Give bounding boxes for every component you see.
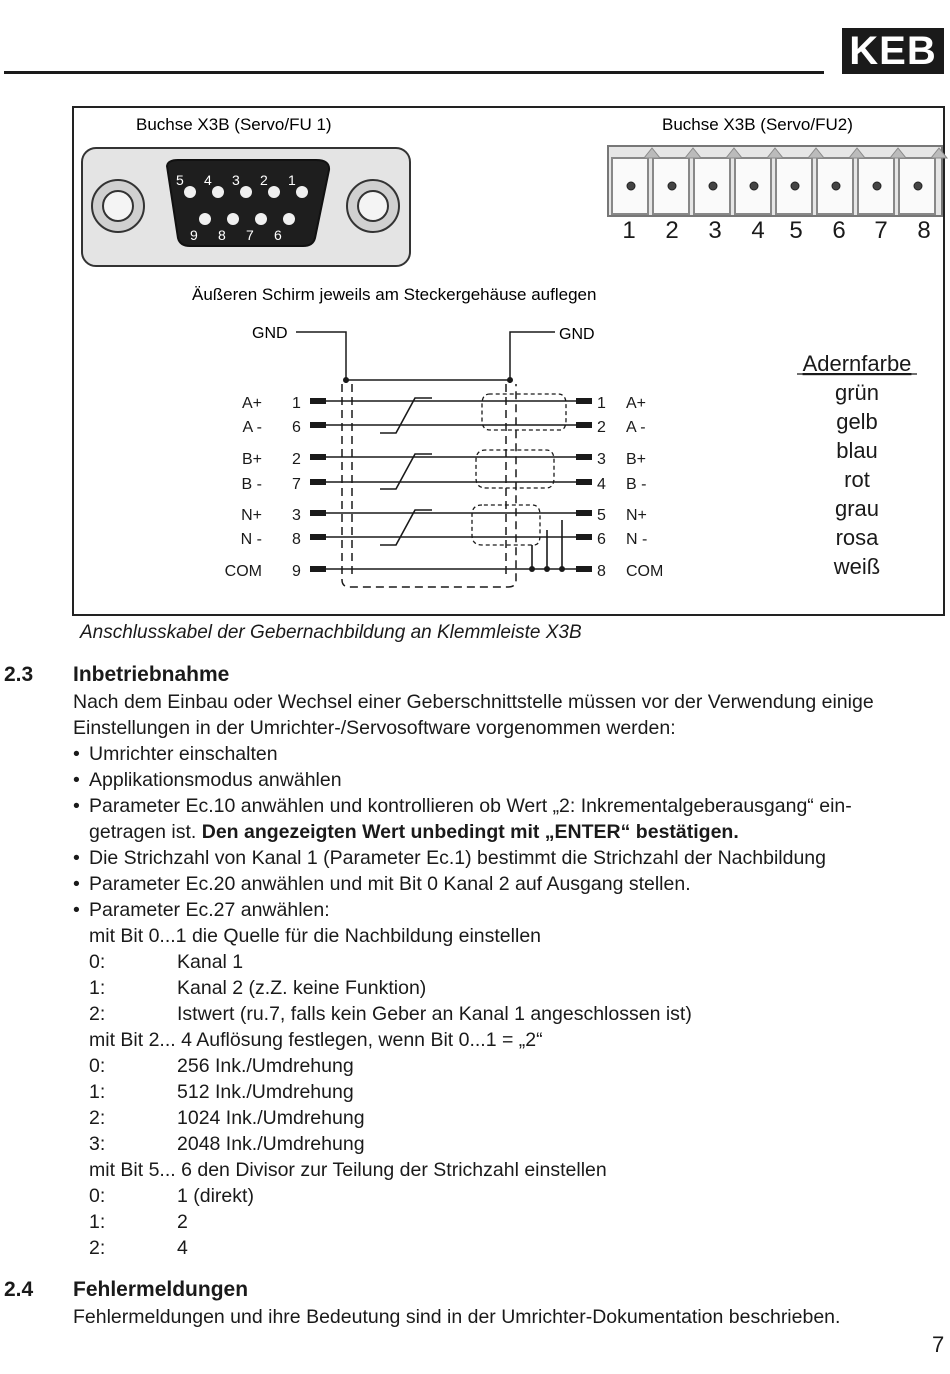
value-text: Kanal 2 (z.Z. keine Funktion) <box>177 977 427 999</box>
gnd-left-label: GND <box>252 325 288 342</box>
left-signal-name: B - <box>241 476 262 493</box>
terminal-pin-label: 3 <box>708 217 722 244</box>
wire-color: blau <box>836 438 878 463</box>
value-row <box>73 949 949 975</box>
paragraph-line: Einstellungen in der Umrichter-/Servosoftware vorgenommen werden: <box>73 717 676 739</box>
left-signal-pin: 6 <box>292 419 301 436</box>
list-item-continuation <box>73 819 949 845</box>
list-item <box>73 897 949 923</box>
terminal-pin-label: 7 <box>874 217 888 244</box>
wire-junctions <box>343 377 565 572</box>
right-signal-pin: 8 <box>597 563 606 580</box>
bullet: • <box>73 873 80 895</box>
right-connector-label: Buchse X3B (Servo/FU2) <box>662 115 853 134</box>
value-key: 2: <box>89 1107 106 1129</box>
left-signal-pin: 2 <box>292 451 301 468</box>
right-signal-name: B - <box>626 476 647 493</box>
list-item-text: Umrichter einschalten <box>89 743 278 765</box>
value-row <box>73 1053 949 1079</box>
shield-note: Äußeren Schirm jeweils am Steckergehäuse auflegen <box>192 285 597 304</box>
left-connector-label: Buchse X3B (Servo/FU 1) <box>136 115 332 134</box>
right-signal-pin: 5 <box>597 507 606 524</box>
value-text: Istwert (ru.7, falls kein Geber an Kanal 1 angeschlossen ist) <box>177 1003 692 1025</box>
value-row <box>73 1079 949 1105</box>
right-signal-pin: 1 <box>597 395 606 412</box>
left-signal-pin: 9 <box>292 563 301 580</box>
subheading: mit Bit 2... 4 Auflösung festlegen, wenn Bit 0...1 = „2“ <box>89 1029 543 1051</box>
value-row <box>73 1001 949 1027</box>
right-signal-name: N+ <box>626 507 647 524</box>
list-item <box>73 793 949 819</box>
value-key: 1: <box>89 1081 106 1103</box>
figure-caption: Anschlusskabel der Gebernachbildung an Klemmleiste X3B <box>80 622 582 643</box>
value-row <box>73 1131 949 1157</box>
value-text: 256 Ink./Umdrehung <box>177 1055 354 1077</box>
gnd-right-label: GND <box>559 326 595 343</box>
left-signal-name: N+ <box>241 507 262 524</box>
subheading: mit Bit 0...1 die Quelle für die Nachbildung einstellen <box>89 925 542 947</box>
value-key: 0: <box>89 1055 106 1077</box>
dsub-connector <box>82 148 410 266</box>
terminal-pin-label: 2 <box>665 217 679 244</box>
list-item <box>73 741 949 767</box>
bullet: • <box>73 795 80 817</box>
value-key: 1: <box>89 977 106 999</box>
terminal-pin-label: 4 <box>751 217 765 244</box>
value-key: 1: <box>89 1211 106 1233</box>
section-body <box>73 1304 949 1330</box>
value-key: 2: <box>89 1237 106 1259</box>
left-signal-name: B+ <box>241 451 262 468</box>
emphasis-text: Den angezeigten Wert unbedingt mit „ENTER“ bestätigen. <box>201 821 739 843</box>
value-key: 0: <box>89 951 106 973</box>
dsub-pin-label: 8 <box>218 227 226 243</box>
keb-logo: KEB <box>842 28 944 74</box>
list-item-text: Parameter Ec.20 anwählen und mit Bit 0 Kanal 2 auf Ausgang stellen. <box>89 873 691 895</box>
list-item <box>73 871 949 897</box>
bullet: • <box>73 769 80 791</box>
wire-color: rosa <box>835 525 879 550</box>
wire-color: weiß <box>833 554 881 579</box>
dsub-pin-label: 2 <box>260 172 268 188</box>
value-row <box>73 975 949 1001</box>
terminal-block <box>608 146 947 216</box>
wire-color: grau <box>834 496 880 521</box>
right-signal-pin: 6 <box>597 531 606 548</box>
right-signal-name: N - <box>626 531 648 548</box>
dsub-pin-label: 1 <box>288 172 296 188</box>
value-text: Kanal 1 <box>177 951 244 973</box>
terminal-pin-label: 8 <box>917 217 931 244</box>
page-number: 7 <box>932 1332 945 1357</box>
paragraph-line: Nach dem Einbau oder Wechsel einer Geberschnittstelle müssen vor der Verwendung einige <box>73 691 874 713</box>
gnd-wires <box>296 332 555 383</box>
dsub-pin-label: 9 <box>190 227 198 243</box>
left-signal-name: N - <box>240 531 262 548</box>
left-signal-pin: 8 <box>292 531 301 548</box>
right-signal-name: A - <box>626 419 646 436</box>
section-title: Inbetriebnahme <box>73 663 230 686</box>
right-signal-name: COM <box>626 563 664 580</box>
value-key: 0: <box>89 1185 106 1207</box>
value-text: 1 (direkt) <box>177 1185 254 1207</box>
value-text: 2 <box>177 1211 188 1233</box>
right-signal-pin: 3 <box>597 451 606 468</box>
section-body <box>73 689 949 1261</box>
dsub-pin-label: 4 <box>204 172 212 188</box>
list-item <box>73 845 949 871</box>
right-signal-pin: 4 <box>597 476 606 493</box>
subheading: mit Bit 5... 6 den Divisor zur Teilung der Strichzahl einstellen <box>89 1159 607 1181</box>
wiring-diagram <box>0 0 950 640</box>
left-signal-name: A - <box>242 419 262 436</box>
terminal-pin-label: 6 <box>832 217 846 244</box>
bullet: • <box>73 743 80 765</box>
terminal-pin-label: 5 <box>789 217 803 244</box>
left-signal-pin: 1 <box>292 395 301 412</box>
value-key: 2: <box>89 1003 106 1025</box>
left-signal-pin: 7 <box>292 476 301 493</box>
dsub-pin-label: 7 <box>246 227 254 243</box>
value-text: 512 Ink./Umdrehung <box>177 1081 354 1103</box>
list-item-text: Die Strichzahl von Kanal 1 (Parameter Ec.1) bestimmt die Strichzahl der Nachbildung <box>89 847 827 869</box>
wire-color: grün <box>834 380 880 405</box>
section-number: 2.3 <box>4 663 34 686</box>
list-item <box>73 767 949 793</box>
bullet: • <box>73 899 80 921</box>
cable-shield <box>342 384 516 587</box>
wire-color: rot <box>844 467 870 492</box>
left-signal-name: A+ <box>241 395 262 412</box>
value-text: 4 <box>177 1237 188 1259</box>
right-signal-name: B+ <box>626 451 647 468</box>
terminal-pin-label: 1 <box>622 217 636 244</box>
left-signal-pin: 3 <box>292 507 301 524</box>
dsub-pin-label: 5 <box>176 172 184 188</box>
color-heading: Adernfarbe <box>802 351 912 376</box>
list-item-text: Parameter Ec.27 anwählen: <box>89 899 330 921</box>
value-text: 1024 Ink./Umdrehung <box>177 1107 365 1129</box>
wire-color: gelb <box>836 409 878 434</box>
twisted-pair-shields <box>472 394 566 545</box>
section-title: Fehlermeldungen <box>73 1278 249 1301</box>
list-item-text: getragen ist. <box>89 821 202 843</box>
left-signal-name: COM <box>224 563 262 580</box>
value-row <box>73 1105 949 1131</box>
dsub-pin-label: 6 <box>274 227 282 243</box>
bullet: • <box>73 847 80 869</box>
section-number: 2.4 <box>4 1278 34 1301</box>
value-row <box>73 1235 949 1261</box>
value-row <box>73 1183 949 1209</box>
list-item-text: Parameter Ec.10 anwählen und kontrollieren ob Wert „2: Inkrementalgeberausgang“ ein- <box>89 795 852 817</box>
value-key: 3: <box>89 1133 106 1155</box>
list-item-text: Applikationsmodus anwählen <box>89 769 342 791</box>
value-text: 2048 Ink./Umdrehung <box>177 1133 365 1155</box>
paragraph-line: Fehlermeldungen und ihre Bedeutung sind in der Umrichter-Dokumentation beschrieben. <box>73 1306 841 1328</box>
right-signal-name: A+ <box>626 395 647 412</box>
dsub-pin-label: 3 <box>232 172 240 188</box>
value-row <box>73 1209 949 1235</box>
right-signal-pin: 2 <box>597 419 606 436</box>
